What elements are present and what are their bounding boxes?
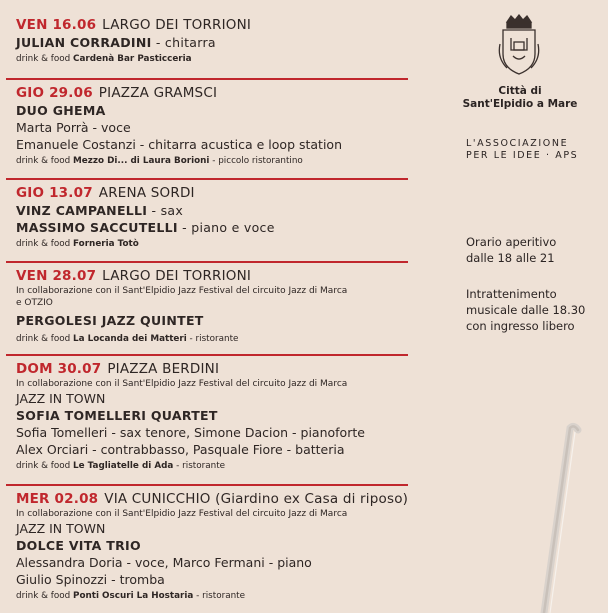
divider xyxy=(6,78,408,80)
performer-name: SOFIA TOMELLERI QUARTET xyxy=(16,408,218,423)
collaboration-note: e OTZIO xyxy=(16,298,53,308)
event-1 xyxy=(16,16,408,66)
event-header xyxy=(16,360,408,378)
event-header xyxy=(16,267,408,285)
event-header xyxy=(16,16,408,34)
performer-detail: Alex Orciari - contrabbasso, Pasquale Fiore - batteria xyxy=(16,442,345,457)
performer-detail: Marta Porrà - voce xyxy=(16,120,131,135)
drink-food: drink & food Forneria Totò xyxy=(16,239,139,249)
drink-food: drink & food Ponti Oscuri La Hostaria - ristorante xyxy=(16,591,246,601)
divider xyxy=(6,261,408,263)
event-place: ARENA SORDI xyxy=(98,185,195,201)
performer xyxy=(16,537,408,554)
event-place: PIAZZA BERDINI xyxy=(107,361,220,377)
divider xyxy=(6,354,408,356)
venue-name: Le Tagliatelle di Ada xyxy=(73,461,174,471)
event-date: VEN 28.07 xyxy=(16,268,97,284)
event-header xyxy=(16,84,408,102)
performer-detail: Alessandra Doria - voce, Marco Fermani - piano xyxy=(16,555,312,570)
event-date: MER 02.08 xyxy=(16,491,99,507)
venue-name: Forneria Totò xyxy=(73,239,139,249)
performer xyxy=(16,34,408,51)
aperitivo-hours: Orario aperitivo dalle 18 alle 21 xyxy=(466,235,557,265)
drink-food: drink & food Cardenà Bar Pasticceria xyxy=(16,54,192,64)
performer-name: PERGOLESI JAZZ QUINTET xyxy=(16,313,204,328)
event-date: DOM 30.07 xyxy=(16,361,102,377)
performer xyxy=(16,407,408,424)
divider xyxy=(6,178,408,180)
performer-detail: Sofia Tomelleri - sax tenore, Simone Dacion - pianoforte xyxy=(16,425,365,440)
performer-detail: Emanuele Costanzi - chitarra acustica e loop station xyxy=(16,137,342,152)
event-4 xyxy=(16,267,408,346)
series-title: JAZZ IN TOWN xyxy=(16,391,106,406)
performer: VINZ CAMPANELLI - sax xyxy=(16,203,184,218)
performer-detail: Giulio Spinozzi - tromba xyxy=(16,572,165,587)
performer-name: VINZ CAMPANELLI xyxy=(16,203,148,218)
event-3 xyxy=(16,184,408,251)
performer-name: DUO GHEMA xyxy=(16,103,106,118)
collaboration-note: In collaborazione con il Sant'Elpidio Jazz Festival del circuito Jazz di Marca xyxy=(16,379,348,389)
city-name: Città di Sant'Elpidio a Mare xyxy=(462,85,578,110)
collaboration-note: In collaborazione con il Sant'Elpidio Jazz Festival del circuito Jazz di Marca xyxy=(16,286,348,296)
event-header xyxy=(16,184,408,202)
event-date: GIO 13.07 xyxy=(16,185,93,201)
performer xyxy=(16,102,408,119)
venue-name: La Locanda dei Matteri xyxy=(73,334,187,344)
divider xyxy=(6,484,408,486)
performer-role: - chitarra xyxy=(151,35,216,50)
drink-food: drink & food Le Tagliatelle di Ada - ristorante xyxy=(16,461,226,471)
event-5 xyxy=(16,360,408,473)
collaboration-note: In collaborazione con il Sant'Elpidio Jazz Festival del circuito Jazz di Marca xyxy=(16,509,348,519)
venue-name: Ponti Oscuri La Hostaria xyxy=(73,591,194,601)
performer: MASSIMO SACCUTELLI - piano e voce xyxy=(16,220,275,235)
performer-name: MASSIMO SACCUTELLI xyxy=(16,220,178,235)
city-crest-icon xyxy=(495,14,543,78)
event-2 xyxy=(16,84,408,168)
event-place: LARGO DEI TORRIONI xyxy=(102,268,252,284)
association-name: L'ASSOCIAZIONE PER LE IDEE · APS xyxy=(466,138,579,161)
drink-food: drink & food La Locanda dei Matteri - ristorante xyxy=(16,334,239,344)
event-date: VEN 16.06 xyxy=(16,17,97,33)
drink-food: drink & food Mezzo Di... di Laura Borioni - piccolo ristorantino xyxy=(16,156,303,166)
performer-name: DOLCE VITA TRIO xyxy=(16,538,141,553)
performer xyxy=(16,312,408,329)
event-6 xyxy=(16,490,408,603)
glass-straw-icon xyxy=(520,420,608,613)
venue-name: Cardenà Bar Pasticceria xyxy=(73,54,192,64)
series-title: JAZZ IN TOWN xyxy=(16,521,106,536)
event-place: LARGO DEI TORRIONI xyxy=(102,17,252,33)
event-place: VIA CUNICCHIO (Giardino ex Casa di riposo) xyxy=(104,491,409,507)
entertainment-info: Intrattenimento musicale dalle 18.30 con ingresso libero xyxy=(466,287,586,333)
event-header xyxy=(16,490,408,508)
performer-name: JULIAN CORRADINI xyxy=(16,35,152,50)
event-place: PIAZZA GRAMSCI xyxy=(98,85,218,101)
event-date: GIO 29.06 xyxy=(16,85,93,101)
venue-name: Mezzo Di... di Laura Borioni xyxy=(73,156,210,166)
